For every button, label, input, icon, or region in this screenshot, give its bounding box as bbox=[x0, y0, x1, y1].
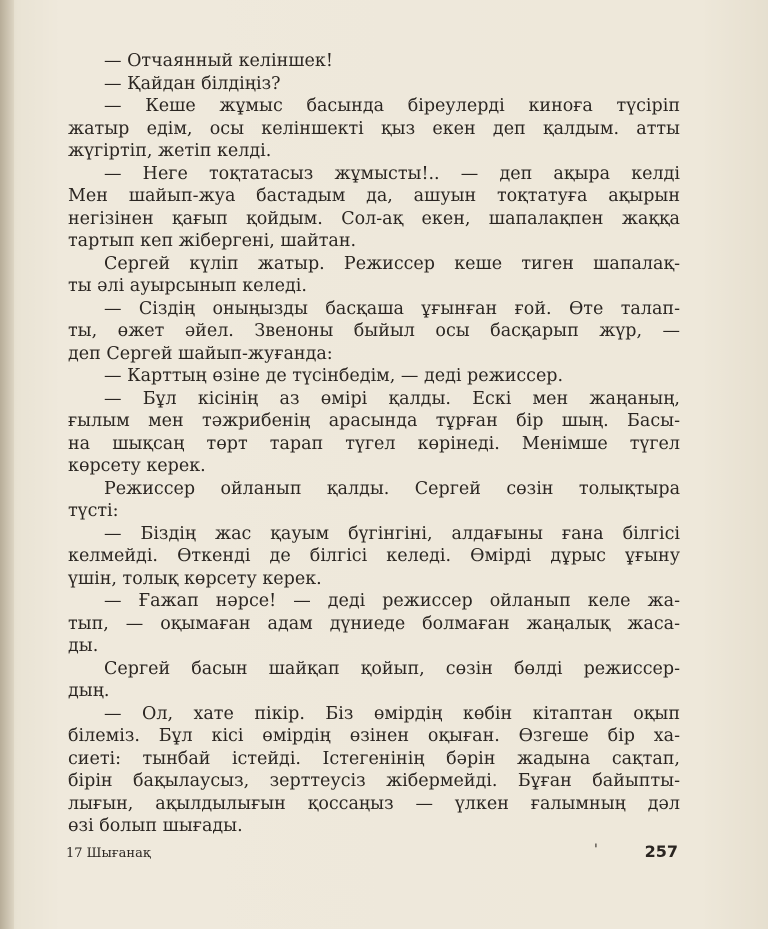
page-text-block bbox=[68, 50, 680, 838]
text-line: Сергей күліп жатыр. Режиссер кеше тиген шапалақ- bbox=[104, 253, 680, 274]
text-line: на шықсаң төрт тарап түгел көрінеді. Менімше түгел bbox=[68, 433, 680, 454]
text-line: тып, — оқымаған адам дүниеде болмаған жаңалық жаса- bbox=[68, 613, 680, 634]
text-line: өзі болып шығады. bbox=[68, 816, 243, 836]
text-line: дың. bbox=[68, 681, 110, 701]
text-line: білеміз. Бұл кісі өмірдің өзінен оқыған. Өзгеше бір ха- bbox=[68, 726, 680, 746]
text-line: келмейді. Өткенді де білгісі келеді. Өмірді дұрыс ұғыну bbox=[68, 546, 680, 566]
page-footer bbox=[66, 842, 678, 866]
text-line: ғылым мен тәжрибенің арасында тұрған бір шың. Басы- bbox=[68, 411, 680, 431]
text-line: — Кеше жұмыс басында біреулерді киноға түсіріп bbox=[104, 96, 680, 116]
text-line: Мен шайып-жуа бастадым да, ашуын тоқтатуға ақырын bbox=[68, 186, 680, 206]
text-line: Режиссер ойланып қалды. Сергей сөзін толықтыра bbox=[104, 478, 680, 499]
text-line: лығын, ақылдылығын қоссаңыз — үлкен ғалымның дәл bbox=[68, 793, 680, 814]
page-number: 257 bbox=[644, 842, 678, 861]
text-line: деп Сергей шайып-жуғанда: bbox=[68, 343, 333, 364]
text-line: түсті: bbox=[68, 501, 119, 521]
text-line: — Отчаянный келіншек! bbox=[104, 51, 333, 71]
text-line: үшін, толық көрсету керек. bbox=[68, 568, 322, 589]
text-line: ты, өжет әйел. Звеноны быйыл осы басқарып жүр, — bbox=[68, 321, 680, 341]
footer-mark: ' bbox=[594, 842, 598, 858]
text-line: — Бұл кісінің аз өмірі қалды. Ескі мен жаңаның, bbox=[104, 388, 680, 409]
text-line: — Қайдан білдіңіз? bbox=[104, 73, 281, 94]
text-line: — Сіздің оныңызды басқаша ұғынған ғой. Өте талап- bbox=[104, 298, 680, 319]
text-line: көрсету керек. bbox=[68, 456, 206, 476]
text-line: жүгіртіп, жетіп келді. bbox=[68, 141, 272, 161]
text-line: — Ол, хате пікір. Біз өмірдің көбін кітаптан оқып bbox=[104, 703, 680, 724]
text-line: сиеті: тынбай істейді. Істегенінің бәрін жадына сақтап, bbox=[68, 748, 680, 769]
text-line: ды. bbox=[68, 636, 99, 656]
text-line: ты әлі ауырсынып келеді. bbox=[68, 276, 307, 296]
text-line: Сергей басын шайқап қойып, сөзін бөлді режиссер- bbox=[104, 658, 680, 679]
text-line: — Неге тоқтатасыз жұмысты!.. — деп ақыра келді bbox=[104, 163, 680, 184]
text-line: тартып кеп жібергені, шайтан. bbox=[68, 231, 357, 251]
book-spine-shadow bbox=[0, 0, 14, 929]
text-line: — Карттың өзіне де түсінбедім, — деді режиссер. bbox=[104, 366, 564, 386]
text-line: — Ғажап нәрсе! — деді режиссер ойланып келе жа- bbox=[104, 591, 680, 611]
text-line: негізінен қағып қойдым. Сол-ақ екен, шапалақпен жаққа bbox=[68, 208, 680, 229]
text-line: жатыр едім, осы келіншекті қыз екен деп қалдым. атты bbox=[68, 118, 680, 139]
text-line: — Біздің жас қауым бүгінгіні, алдағыны ғана білгісі bbox=[104, 523, 680, 544]
printer-signature: 17 Шығанақ bbox=[66, 846, 151, 861]
text-line: бірін бақылаусыз, зерттеусіз жібермейді. Бұған байыпты- bbox=[68, 771, 680, 791]
